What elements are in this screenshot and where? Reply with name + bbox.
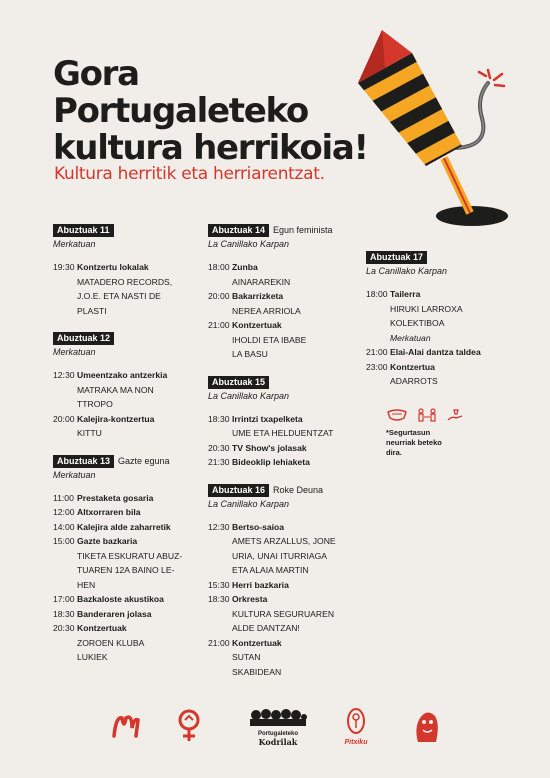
event-name: TV Show's jolasak [232, 442, 307, 453]
event-time: 23:00 [366, 361, 388, 372]
event-name: Kontzertu lokalak [77, 262, 149, 272]
feminist-symbol-icon [176, 708, 202, 744]
event-row [366, 287, 536, 302]
event-details [208, 333, 378, 362]
title-line-2: Portugaleteko [53, 91, 308, 131]
event-time: 19:30 [53, 262, 75, 272]
event-details [208, 426, 378, 441]
event-item [208, 578, 378, 593]
title-line-3: kultura herrikoia! [53, 128, 368, 168]
event-detail-line: J.O.E. ETA NASTI DE [77, 291, 161, 301]
kodrilak-line-1: Portugaleteko [257, 731, 298, 737]
event-row [208, 289, 378, 304]
event-row [208, 318, 378, 333]
event-time: 21:00 [366, 347, 388, 357]
day-place: La Canillako Karpan [366, 266, 448, 276]
event-time: 21:00 [208, 320, 230, 330]
event-time: 18:00 [208, 262, 230, 272]
day-place: Merkatuan [53, 469, 96, 480]
event-details [53, 549, 223, 593]
event-time: 18:30 [53, 608, 75, 619]
face-mask-icon [386, 408, 408, 422]
day-block [208, 376, 378, 470]
event-row [53, 592, 223, 607]
event-name: Zunba [232, 262, 258, 272]
event-row [208, 520, 378, 535]
m-logo-icon [110, 710, 142, 742]
event-item [208, 592, 378, 636]
event-name: Umeentzako antzerkia [77, 370, 168, 380]
event-row [366, 345, 536, 360]
day-block [53, 224, 223, 318]
event-details [53, 636, 223, 665]
event-detail-line: UME ETA HELDUENTZAT [232, 428, 334, 438]
event-name: Bertso-saioa [232, 521, 285, 532]
event-details [208, 275, 378, 290]
event-time: 21:30 [208, 457, 230, 467]
hand-sanitizer-icon [446, 408, 464, 422]
event-row [208, 441, 378, 456]
event-time: 12:00 [53, 507, 75, 517]
footer-logos [0, 700, 550, 750]
event-details [366, 374, 536, 389]
event-time: 12:30 [53, 370, 75, 380]
event-item [53, 491, 223, 506]
event-details [53, 426, 223, 441]
day-place: Merkatuan [53, 347, 96, 357]
event-time: 15:30 [208, 579, 230, 590]
event-item [366, 287, 536, 345]
day-block [208, 484, 378, 680]
page-title [53, 56, 368, 167]
event-item [53, 368, 223, 412]
day-place: La Canillako Karpan [208, 390, 290, 401]
event-time: 21:00 [208, 637, 230, 648]
event-time: 18:00 [366, 289, 388, 299]
event-name: Bazkaloste akustikoa [77, 594, 164, 604]
crowd-icon [249, 708, 307, 726]
event-detail-line: SUTAN [232, 652, 261, 662]
event-row [53, 534, 223, 549]
schedule-column-3 [366, 251, 536, 403]
event-details [208, 650, 378, 679]
event-item [208, 412, 378, 441]
event-name: Prestaketa gosaria [77, 492, 154, 503]
event-detail-line: SKABIDEAN [232, 666, 282, 677]
event-item [208, 636, 378, 680]
event-row [53, 520, 223, 535]
event-row [53, 491, 223, 506]
event-row [53, 368, 223, 383]
event-name: Banderaren jolasa [77, 608, 152, 619]
event-detail-line: KOLEKTIBOA [390, 318, 445, 328]
day-date-tag: Abuztuak 17 [366, 251, 427, 264]
event-item [53, 607, 223, 622]
portrait-logo-icon [412, 708, 442, 744]
event-name: Herri bazkaria [232, 579, 289, 590]
day-header [53, 332, 223, 345]
event-detail-line: LUKIEK [77, 652, 108, 662]
event-time: 17:00 [53, 594, 75, 604]
day-date-tag: Abuztuak 14 [208, 224, 269, 237]
day-place: La Canillako Karpan [208, 239, 290, 249]
day-note: Gazte eguna [118, 455, 170, 466]
event-detail-line: IHOLDI ETA IBABE [232, 334, 307, 345]
event-row [208, 578, 378, 593]
day-note: Roke Deuna [273, 484, 324, 495]
event-detail-line: AINARAREKIN [232, 276, 291, 287]
event-time: 12:30 [208, 521, 230, 532]
event-name: Irrintzi txapelketa [232, 413, 303, 424]
event-detail-line: MATRAKA MA NON [77, 384, 154, 395]
event-row [53, 412, 223, 427]
event-detail-line: TTROPO [77, 399, 113, 409]
event-item [208, 441, 378, 456]
day-header [366, 251, 536, 264]
social-distance-icon [416, 408, 438, 422]
day-block [366, 251, 536, 389]
event-detail-line: AMETS ARZALLUS, JONE [232, 536, 336, 546]
event-name: Tailerra [390, 289, 421, 299]
event-row [53, 621, 223, 636]
kodrilak-logo [248, 708, 308, 747]
event-row [366, 360, 536, 375]
event-item [53, 621, 223, 665]
event-row [53, 607, 223, 622]
event-row [53, 505, 223, 520]
event-details [53, 275, 223, 319]
pitxiku-logo [338, 708, 374, 746]
day-block [53, 332, 223, 441]
pitxiku-text: Pitxiku [344, 739, 368, 746]
event-detail-line: ALDE DANTZAN! [232, 623, 300, 633]
firework-rocket-icon [340, 28, 510, 233]
event-time: 20:30 [208, 442, 230, 453]
safety-notice-text: *Segurtasun neurriak beteko dira. [386, 428, 442, 457]
event-detail-line: KITTU [77, 428, 102, 438]
safety-notice [386, 408, 464, 458]
event-detail-line: MATADERO RECORDS, [77, 276, 173, 287]
pitxiku-figure-icon [346, 708, 366, 734]
day-block [208, 224, 378, 362]
event-time: 18:30 [208, 594, 230, 604]
day-date-tag: Abuztuak 13 [53, 455, 114, 468]
event-name: Orkresta [232, 594, 268, 604]
kodrilak-line-2: Kodrilak [258, 737, 298, 747]
event-row [208, 636, 378, 651]
day-date-tag: Abuztuak 15 [208, 376, 269, 389]
event-item [53, 520, 223, 535]
event-details [208, 607, 378, 636]
event-detail-line: HIRUKI LARROXA [390, 303, 463, 314]
day-block [53, 455, 223, 665]
event-row [208, 412, 378, 427]
event-detail-line: ETA ALAIA MARTIN [232, 565, 309, 575]
event-detail-line: NEREA ARRIOLA [232, 305, 301, 316]
event-name: Kontzertua [390, 361, 435, 372]
event-item [366, 360, 536, 389]
event-item [208, 520, 378, 578]
event-time: 14:00 [53, 521, 75, 532]
event-details [366, 302, 536, 346]
event-row [208, 592, 378, 607]
event-item [208, 260, 378, 289]
event-item [208, 318, 378, 362]
subtitle: Kultura herritik eta herriarentzat. [54, 164, 325, 184]
event-time: 11:00 [53, 492, 74, 503]
event-time: 20:00 [208, 291, 230, 301]
day-note: Egun feminista [273, 225, 333, 235]
day-header [208, 376, 378, 389]
event-item [53, 412, 223, 441]
event-time: 20:30 [53, 623, 75, 633]
event-name: Bakarrizketa [232, 291, 284, 301]
event-item [208, 289, 378, 318]
event-detail-line: ZOROEN KLUBA [77, 637, 145, 648]
event-detail-line: PLASTI [77, 305, 107, 316]
event-name: Kontzertuak [232, 637, 282, 648]
event-details [208, 304, 378, 319]
event-name: Bideoklip lehiaketa [232, 457, 310, 467]
event-detail-line: LA BASU [232, 349, 268, 359]
event-item [53, 260, 223, 318]
event-name: Gazte bazkaria [77, 536, 138, 546]
event-details [208, 534, 378, 578]
event-detail-line: TUAREN 12A BAINO LE- [77, 565, 175, 575]
day-date-tag: Abuztuak 12 [53, 332, 114, 345]
event-name: Elai-Alai dantza taldea [390, 347, 481, 357]
event-item [366, 345, 536, 360]
event-item [53, 534, 223, 592]
event-detail-line: URIA, UNAI ITURRIAGA [232, 550, 328, 561]
event-details [53, 383, 223, 412]
event-item [53, 505, 223, 520]
day-header [208, 484, 378, 497]
day-date-tag: Abuztuak 11 [53, 224, 114, 237]
schedule-column-1 [53, 224, 223, 679]
day-date-tag: Abuztuak 16 [208, 484, 269, 497]
title-line-1: Gora [53, 54, 139, 94]
event-item [53, 592, 223, 607]
event-time: 20:00 [53, 413, 75, 424]
day-header [208, 224, 378, 237]
event-row [53, 260, 223, 275]
event-row [208, 455, 378, 470]
event-row [208, 260, 378, 275]
event-time: 15:00 [53, 536, 75, 546]
day-place: Merkatuan [53, 239, 96, 249]
event-detail-line: HEN [77, 579, 96, 590]
schedule-column-2 [208, 224, 378, 693]
day-place: La Canillako Karpan [208, 498, 290, 509]
event-detail-line: ADARROTS [390, 376, 438, 386]
event-item [208, 455, 378, 470]
event-name: Kalejira-kontzertua [77, 413, 155, 424]
event-name: Kontzertuak [232, 320, 282, 330]
event-subplace: Merkatuan [390, 332, 431, 343]
day-header [53, 224, 223, 237]
event-detail-line: TIKETA ESKURATU ABUZ- [77, 550, 183, 561]
event-detail-line: KULTURA SEGURUAREN [232, 608, 335, 619]
event-name: Kalejira alde zaharretik [77, 521, 171, 532]
day-header [53, 455, 223, 468]
event-name: Kontzertuak [77, 623, 127, 633]
event-time: 18:30 [208, 413, 230, 424]
event-name: Altxorraren bila [77, 507, 141, 517]
